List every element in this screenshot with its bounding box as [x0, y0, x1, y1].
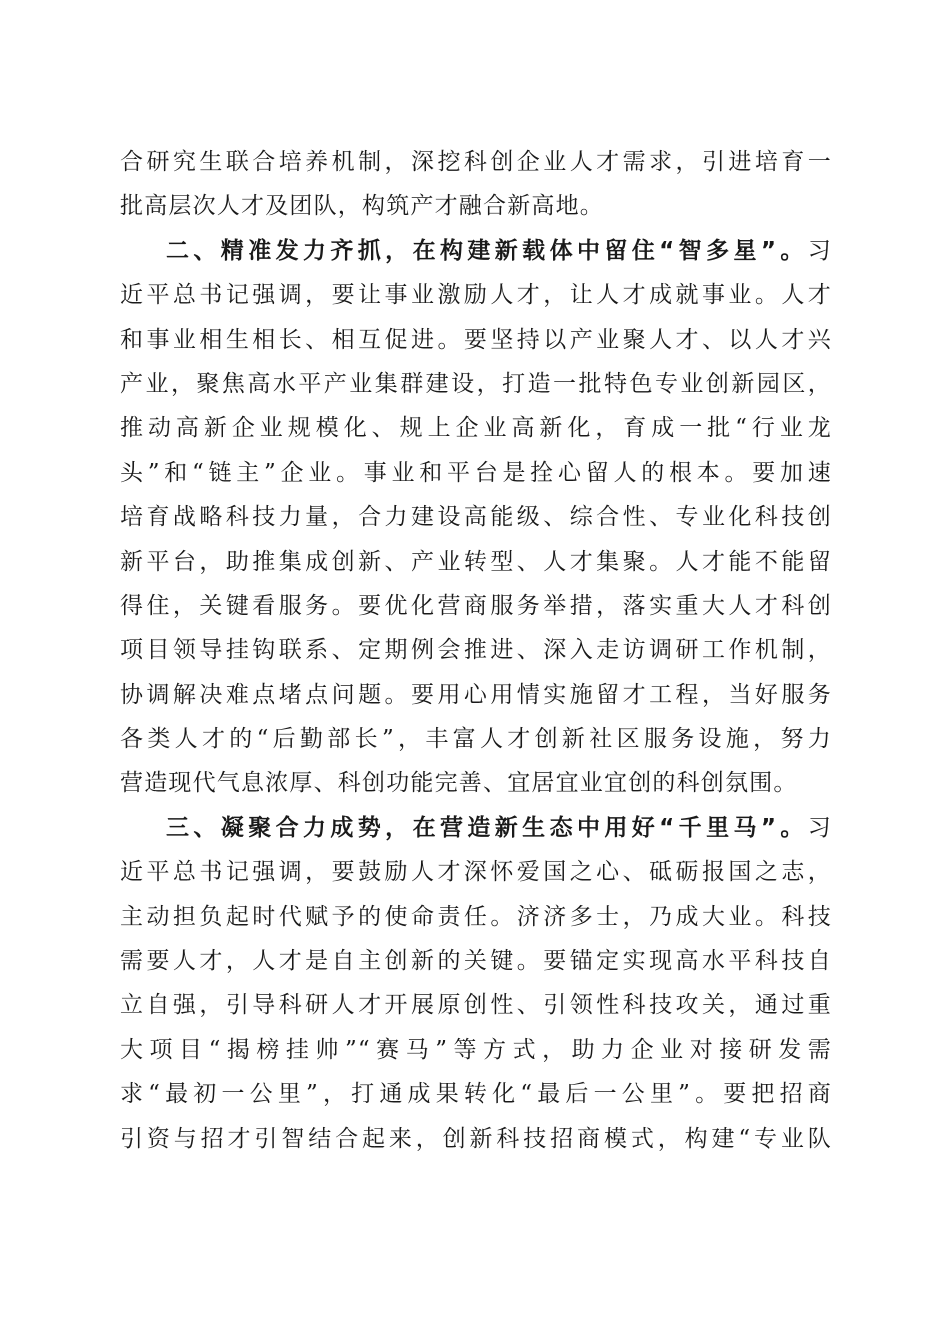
para2-line: 和事业相生相长、相互促进。要坚持以产业聚人才、以人才兴 [120, 326, 832, 353]
para2-line: 推动高新企业规模化、规上企业高新化，育成一批“行业龙 [120, 415, 832, 442]
para1-line-1: 合研究生联合培养机制，深挖科创企业人才需求，引进培育一 [120, 149, 832, 175]
para2-line: 新平台，助推集成创新、产业转型、人才集聚。人才能不能留 [120, 548, 832, 575]
para2-heading: 二、精准发力齐抓，在构建新载体中留住“智多星”。 [166, 237, 808, 264]
para3-heading: 三、凝聚合力成势，在营造新生态中用好“千里马”。 [166, 814, 808, 841]
para2-first-line-rest: 习 [807, 237, 832, 264]
para3-line: 大项目“揭榜挂帅”“赛马”等方式，助力企业对接研发需 [120, 1036, 832, 1063]
para2-line: 协调解决难点堵点问题。要用心用情实施留才工程，当好服务 [120, 681, 832, 708]
para2-line: 项目领导挂钩联系、定期例会推进、深入走访调研工作机制， [120, 637, 832, 664]
para1-line-2: 批高层次人才及团队，构筑产才融合新高地。 [120, 193, 604, 220]
para2-line: 近平总书记强调，要让事业激励人才，让人才成就事业。人才 [120, 282, 832, 309]
para3-line: 主动担负起时代赋予的使命责任。济济多士，乃成大业。科技 [120, 903, 832, 930]
para2-line: 头”和“链主”企业。事业和平台是拴心留人的根本。要加速 [120, 459, 832, 486]
para3-line: 立自强，引导科研人才开展原创性、引领性科技攻关，通过重 [120, 992, 832, 1019]
para3-line: 引资与招才引智结合起来，创新科技招商模式，构建“专业队 [120, 1125, 832, 1152]
para3-line: 近平总书记强调，要鼓励人才深怀爱国之心、砥砺报国之志， [120, 859, 832, 886]
para3-first-line-rest: 习 [807, 814, 832, 841]
para2-line: 产业，聚焦高水平产业集群建设，打造一批特色专业创新园区， [120, 370, 832, 397]
para2-line: 得住，关键看服务。要优化营商服务举措，落实重大人才科创 [120, 592, 832, 619]
para2-line: 培育战略科技力量，合力建设高能级、综合性、专业化科技创 [120, 504, 832, 531]
document-body [120, 140, 832, 1161]
para3-line: 求“最初一公里”，打通成果转化“最后一公里”。要把招商 [120, 1081, 832, 1108]
para2-line: 营造现代气息浓厚、科创功能完善、宜居宜业宜创的科创氛围。 [120, 770, 798, 797]
para3-first-line [120, 806, 832, 850]
para3-line: 需要人才，人才是自主创新的关键。要锚定实现高水平科技自 [120, 948, 832, 975]
para2-line: 各类人才的“后勤部长”，丰富人才创新社区服务设施，努力 [120, 726, 832, 753]
para2-first-line [120, 229, 832, 273]
